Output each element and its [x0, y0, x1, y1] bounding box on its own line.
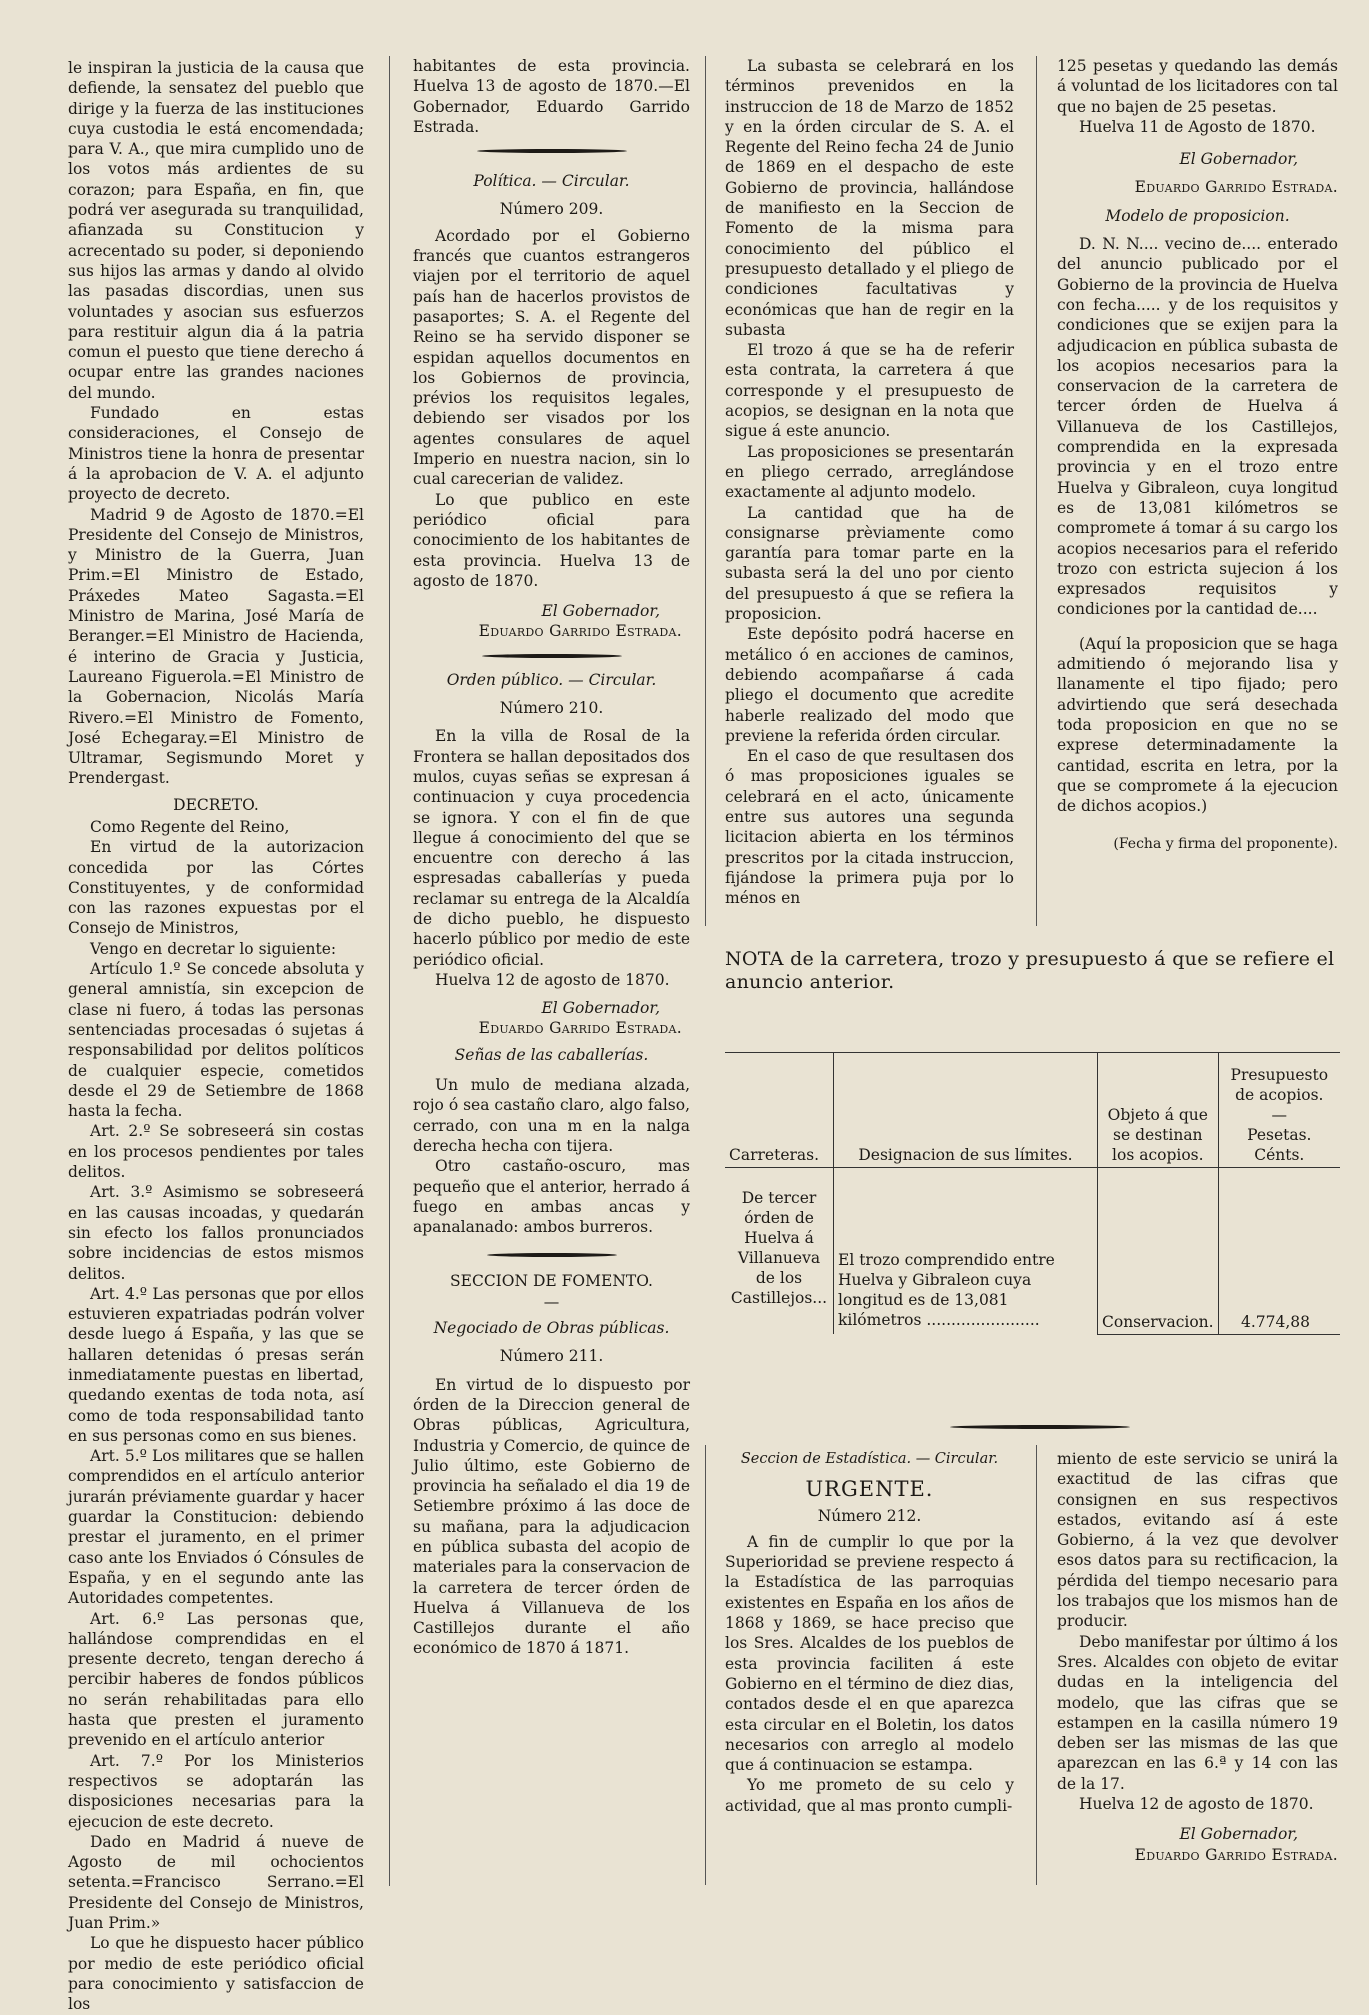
article-2: Art. 2.º Se sobreseerá sin costas en los procesos pendientes por tales delitos.: [68, 1122, 364, 1182]
column-header-objeto: Objeto á que se destinan los acopios.: [1098, 1053, 1219, 1168]
section-title: SECCION DE FOMENTO.: [450, 1272, 653, 1291]
governor-title: El Gobernador,: [1179, 150, 1298, 169]
subsection-heading: Señas de las caballerías.: [454, 1045, 649, 1064]
paragraph: Vengo en decretar lo siguiente:: [90, 939, 337, 958]
governor-signature: Eduardo Garrido Estrada.: [478, 622, 682, 641]
paragraph: Otro castaño-oscuro, mas pequeño que el anterior, herrado á fuego en ambas ancas y apanalanado: ambos burreros.: [413, 1157, 690, 1237]
date-line: Huelva 12 de agosto de 1870.: [1079, 1795, 1314, 1814]
paragraph: En el caso de que resultasen dos ó mas proposiciones iguales se celebrará en el acto, únicamente entre sus autores una segunda licitacion abierta en los términos prescritos por la citada instruccion, fijándose la primera puja por lo ménos en: [725, 747, 1014, 908]
pesetas-label: Pesetas. Cénts.: [1247, 1126, 1312, 1164]
paragraph: le inspiran la justicia de la causa que defiende, la sensatez del pueblo que dirige y la fuerza de las instituciones cuya custodia le está encomendada; para V. A., que mira cumplido uno de los votos más ardientes de su corazon; para España, en fin, que podrá ver asegurada su tranquilidad, afianzada su Constitucion y acrecentado su poder, si deponiendo sus hijos las armas y dando al olvido las pasadas discordias, unen sus voluntades y asocian sus esfuerzos para restituir algun dia á la patria comun el puesto que tiene derecho á ocupar entre las grandes naciones del mundo.: [68, 59, 364, 402]
section-heading: Seccion de Estadística. — Circular.: [740, 1451, 999, 1467]
article-7: Art. 7.º Por los Ministerios respectivos se adoptarán las disposiciones necesarias para la ejecucion de este decreto.: [68, 1751, 364, 1831]
paragraph: Un mulo de mediana alzada, rojo ó sea castaño claro, algo falso, cerrado, con una m en la nalga derecha hecha con tijera.: [413, 1076, 690, 1155]
article-3: Art. 3.º Asimismo se sobreseerá en las causas incoadas, y quedarán sin efecto los fallos pronunciados sobre incidencias de estos mismos delitos.: [68, 1183, 364, 1283]
paragraph: En virtud de la autorizacion concedida por las Córtes Constituyentes, y de conformidad con las razones expuestas por el Consejo de Ministros,: [68, 838, 364, 938]
proposal-model: D. N. N.... vecino de.... enterado del anuncio publicado por el Gobierno de la provincia de Huelva con fecha..... y de los requisitos y condiciones que se exijen para la adjudicacion en pública subasta de los acopios necesarios para la conservacion de la carretera de tercer órden de Huelva á Villanueva de los Castillejos, comprendida en la expresada provincia y en el trozo entre Huelva y Gibraleon, cuya longitud es de 13,081 kilómetros se compromete á tomar á su cargo los acopios necesarios para el referido trozo con estricta sujecion á los expresados requisitos y condiciones por la cantidad de....: [1057, 235, 1338, 619]
paragraph: Lo que publico en este periódico oficial para conocimiento de los habitantes de esta provincia. Huelva 13 de agosto de 1870.: [413, 490, 690, 590]
section-heading: Política. — Circular.: [473, 172, 630, 191]
column-rule: [705, 1445, 706, 1885]
section-heading: Negociado de Obras públicas.: [433, 1319, 670, 1338]
separator-rule: [487, 1253, 617, 1257]
column-rule: [705, 56, 706, 926]
model-heading: Modelo de proposicion.: [1105, 206, 1290, 225]
dash: —: [1271, 1106, 1288, 1124]
budget-table: [725, 1052, 1340, 1335]
proposal-note: (Aquí la proposicion que se haga admitiendo ó mejorando lisa y llanamente el tipo fijado; pero advirtiendo que será desechada toda proposicion en que no se exprese determinadamente la cantidad, escrita en letra, por la que se compromete á la ejecucion de dichos acopios.): [1057, 634, 1338, 816]
paragraph: En la villa de Rosal de la Frontera se hallan depositados dos mulos, cuyas señas se expresan á continuacion y cuya procedencia se ignora. Y con el fin de que llegue á conocimiento del que se encuentre con derecho á las espresadas caballerías y pueda reclamar su entrega de la Alcaldía de dicho pueblo, he dispuesto hacerlo público por medio de este periódico oficial.: [413, 727, 690, 969]
paragraph: La subasta se celebrará en los términos prevenidos en la instruccion de 18 de Marzo de 1852 y en la órden circular de S. A. el Regente del Reino fecha 24 de Junio de 1869 en el despacho de este Gobierno de provincia, hallándose de manifiesto en la Seccion de Fomento de la misma para conocimiento del público el presupuesto detallado y el pliego de condiciones facultativas y económicas que han de regir en la subasta: [725, 57, 1014, 339]
separator-rule: [482, 654, 622, 658]
dash: —: [543, 1292, 560, 1311]
governor-title: El Gobernador,: [541, 999, 660, 1018]
paragraph: Este depósito podrá hacerse en metálico ó en acciones de caminos, debiendo acompañarse á cada pliego el documento que acredite haberle realizado del modo que previene la referida órden circular.: [725, 625, 1014, 745]
circular-number: Número 210.: [499, 699, 604, 718]
circular-number: Número 212.: [817, 1506, 922, 1525]
column-header-presupuesto: [1218, 1053, 1340, 1168]
paragraph: A fin de cumplir lo que por la Superioridad se previene respecto á la Estadística de las parroquias existentes en España en los años de 1868 y 1869, se hace preciso que los Sres. Alcaldes de los pueblos de esta provincia faciliten á este Gobierno en el término de diez dias, contados desde el en que aparezca esta circular en el Boletin, los datos necesarios con arreglo al modelo que á continuacion se estampa.: [725, 1532, 1014, 1775]
article-1: Artículo 1.º Se concede absoluta y general amnistía, sin excepcion de clase ni fuero, á todas las personas sentenciadas procesadas ó sujetas á responsabilidad por delitos políticos de cualquier especie, cometidos desde el 29 de Setiembre de 1868 hasta la fecha.: [68, 960, 364, 1121]
article-4: Art. 4.º Las personas que por ellos estuvieren expatriadas podrán volver desde luego á España, y las que se hallaren detenidas ó presas serán inmediatamente puestas en libertad, quedando exentas de toda nota, así como de toda responsabilidad tanto en sus personas como en sus bienes.: [68, 1284, 364, 1445]
separator-rule: [477, 149, 627, 153]
paragraph: Debo manifestar por último á los Sres. Alcaldes con objeto de evitar dudas en la inteligencia del modelo, que las cifras que se estampen en la casilla número 19 deben ser las mismas de las que aparezcan en las 6.ª y 14 con las de la 17.: [1057, 1632, 1338, 1793]
governor-title: El Gobernador,: [541, 602, 660, 621]
paragraph: miento de este servicio se unirá la exactitud de las cifras que consignen en sus respectivos estados, evitando así á este Gobierno, á la vez que devolver esos datos para su rectificacion, la pérdida del tiempo necesario para los trabajos que los mismos han de producir.: [1057, 1450, 1338, 1631]
column-rule: [1036, 1445, 1037, 1885]
paragraph: 125 pesetas y quedando las demás á voluntad de los licitadores con tal que no bajen de 25 pesetas.: [1057, 57, 1338, 116]
column-4: [1057, 56, 1338, 855]
signature-note: (Fecha y firma del proponente).: [1113, 836, 1338, 853]
table-cell-importe: 4.774,88: [1218, 1168, 1340, 1335]
presupuesto-label: Presupuesto de acopios.: [1230, 1066, 1329, 1104]
separator-rule: [950, 1425, 1130, 1429]
governor-signature: Eduardo Garrido Estrada.: [1134, 1845, 1338, 1864]
table-cell-designacion: El trozo comprendido entre Huelva y Gibraleon cuya longitud es de 13,081 kilómetros .......................: [834, 1168, 1098, 1335]
paragraph: Huelva 12 de agosto de 1870.: [435, 970, 670, 989]
paragraph: El trozo á que se ha de referir esta contrata, la carretera á que corresponde y el presupuesto de acopios, se designan en la nota que sigue á este anuncio.: [725, 341, 1014, 441]
paragraph: En virtud de lo dispuesto por órden de la Direccion general de Obras públicas, Agricultura, Industria y Comercio, de quince de Julio último, este Gobierno de provincia ha señalado el dia 19 de Setiembre próximo á las doce de su mañana, para la adjudicacion en pública subasta del acopio de materiales para la conservacion de la carretera de tercer órden de Huelva á Villanueva de los Castillejos durante el año económico de 1870 á 1871.: [413, 1375, 690, 1658]
paragraph: habitantes de esta provincia. Huelva 13 de agosto de 1870.—El Gobernador, Eduardo Garrido Estrada.: [413, 57, 690, 136]
ministers-signatures: Madrid 9 de Agosto de 1870.=El Presidente del Consejo de Ministros, y Ministro de la Guerra, Juan Prim.=El Ministro de Estado, Práxedes Mateo Sagasta.=El Ministro de Marina, José María de Beranger.=El Ministro de Hacienda, é interino de Gracia y Justicia, Laureano Figuerola.=El Ministro de la Gobernacion, Nicolás María Rivero.=El Ministro de Fomento, José Echegaray.=El Ministro de Ultramar, Segismundo Moret y Prendergast.: [68, 505, 364, 788]
column-3-bottom: [725, 1449, 1014, 1816]
table-cell-carretera: De tercer órden de Huelva á Villanueva de los Castillejos...: [725, 1168, 834, 1335]
column-4-bottom: [1057, 1449, 1338, 1865]
circular-number: Número 209.: [499, 200, 604, 219]
governor-signature: Eduardo Garrido Estrada.: [1134, 178, 1338, 197]
column-1: [68, 58, 364, 2015]
paragraph: Yo me prometo de su celo y actividad, que al mas pronto cumpli-: [725, 1776, 1014, 1815]
governor-signature: Eduardo Garrido Estrada.: [478, 1019, 682, 1038]
urgent-label: URGENTE.: [805, 1477, 934, 1502]
paragraph: Las proposiciones se presentarán en pliego cerrado, arreglándose exactamente al adjunto modelo.: [725, 442, 1014, 502]
nota-heading: NOTA de la carretera, trozo y presupuesto á que se refiere el anuncio anterior.: [725, 948, 1335, 993]
date-line: Huelva 11 de Agosto de 1870.: [1079, 117, 1316, 136]
article-5: Art. 5.º Los militares que se hallen comprendidos en el artículo anterior jurarán préviamente guardar y hacer guardar la Constitucion: debiendo prestar el juramento, en el primer caso ante los Enviados ó Cónsules de España, y en el segundo ante las Autoridades competentes.: [68, 1447, 364, 1608]
decree-heading: DECRETO.: [173, 795, 259, 814]
paragraph: Dado en Madrid á nueve de Agosto de mil ochocientos setenta.=Francisco Serrano.=El Presidente del Consejo de Ministros, Juan Prim.»: [68, 1832, 364, 1933]
section-heading: Orden público. — Circular.: [446, 670, 657, 689]
column-rule: [389, 56, 390, 1886]
column-3: [725, 56, 1014, 908]
governor-title: El Gobernador,: [1179, 1825, 1298, 1844]
paragraph: Lo que he dispuesto hacer público por medio de este periódico oficial para conocimiento y satisfaccion de los: [68, 1934, 364, 2014]
column-2: [413, 56, 690, 1659]
paragraph: Fundado en estas consideraciones, el Consejo de Ministros tiene la honra de presentar á la aprobacion de V. A. el adjunto proyecto de decreto.: [68, 404, 364, 504]
column-header-carreteras: Carreteras.: [725, 1053, 834, 1168]
paragraph: Como Regente del Reino,: [90, 817, 290, 836]
article-6: Art. 6.º Las personas que, hallándose comprendidas en el presente decreto, tengan derecho á percibir haberes de fondos públicos no serán rehabilitadas para ello hasta que presten el juramento prevenido en el artículo anterior: [68, 1609, 364, 1750]
paragraph: Acordado por el Gobierno francés que cuantos estrangeros viajen por el territorio de aquel país han de hacerlos provistos de pasaportes; S. A. el Regente del Reino se ha servido disponer se espidan aquellos documentos en los Gobiernos de provincia, prévios los requisitos legales, debiendo ser visados por los agentes consulares de aquel Imperio en nuestra nacion, sin lo cual carecerian de validez.: [413, 226, 690, 489]
table-cell-objeto: Conservacion.: [1098, 1168, 1219, 1335]
column-header-designacion: Designacion de sus límites.: [834, 1053, 1098, 1168]
circular-number: Número 211.: [499, 1347, 604, 1366]
column-rule: [1036, 56, 1037, 926]
paragraph: La cantidad que ha de consignarse prèviamente como garantía para tomar parte en la subasta será la del uno por ciento del presupuesto á que se refiera la proposicion.: [725, 503, 1014, 624]
